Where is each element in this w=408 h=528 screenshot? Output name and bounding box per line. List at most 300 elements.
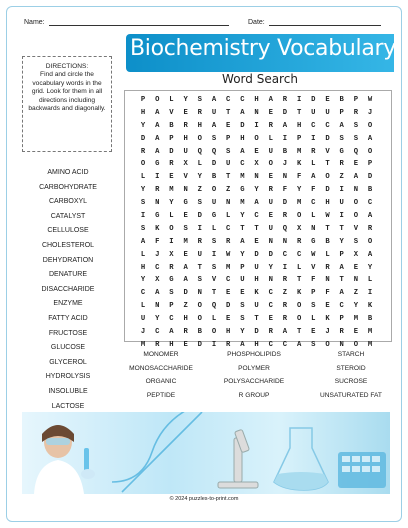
grid-letter[interactable]: A (282, 328, 288, 337)
grid-letter[interactable]: L (211, 224, 217, 233)
grid-letter[interactable]: W (325, 212, 330, 221)
grid-letter[interactable]: L (367, 276, 373, 285)
grid-letter[interactable]: N (353, 186, 359, 195)
grid-letter[interactable]: E (169, 173, 174, 182)
grid-letter[interactable]: H (240, 134, 245, 143)
grid-letter[interactable]: P (140, 96, 146, 104)
grid-letter[interactable]: T (339, 276, 344, 285)
grid-letter[interactable]: O (155, 96, 160, 104)
grid-letter[interactable]: N (353, 276, 359, 285)
grid-letter[interactable]: X (169, 250, 174, 259)
grid-letter[interactable]: C (240, 160, 245, 169)
grid-letter[interactable]: K (296, 160, 302, 169)
grid-letter[interactable]: M (183, 237, 188, 246)
grid-letter[interactable]: Y (268, 263, 273, 272)
grid-letter[interactable]: I (282, 134, 288, 143)
grid-letter[interactable]: A (211, 96, 217, 104)
grid-letter[interactable]: S (211, 134, 217, 143)
grid-letter[interactable]: A (296, 340, 302, 349)
grid-letter[interactable]: D (254, 328, 259, 337)
grid-letter[interactable]: T (211, 289, 217, 298)
grid-letter[interactable]: E (325, 96, 330, 104)
grid-letter[interactable]: A (240, 237, 245, 246)
grid-letter[interactable]: I (140, 212, 146, 221)
grid-letter[interactable]: Z (353, 289, 359, 298)
grid-letter[interactable]: O (367, 121, 373, 130)
grid-letter[interactable]: B (325, 237, 330, 246)
grid-letter[interactable]: E (183, 212, 188, 221)
grid-letter[interactable]: F (311, 276, 316, 285)
grid-letter[interactable]: L (311, 212, 316, 221)
grid-letter[interactable]: B (197, 328, 202, 337)
grid-letter[interactable]: U (339, 199, 344, 208)
grid-letter[interactable]: O (211, 186, 217, 195)
grid-letter[interactable]: E (325, 302, 330, 311)
grid-letter[interactable]: R (282, 315, 288, 324)
grid-letter[interactable]: T (254, 315, 259, 324)
grid-letter[interactable]: Y (254, 186, 259, 195)
grid-letter[interactable]: E (226, 315, 231, 324)
grid-letter[interactable]: U (226, 160, 231, 169)
grid-letter[interactable]: D (197, 340, 202, 349)
grid-letter[interactable]: C (282, 250, 288, 259)
grid-letter[interactable]: U (197, 250, 202, 259)
grid-letter[interactable]: M (353, 315, 359, 324)
grid-letter[interactable]: N (155, 199, 160, 208)
grid-letter[interactable]: I (155, 173, 160, 182)
grid-letter[interactable]: H (183, 134, 188, 143)
grid-letter[interactable]: E (254, 147, 259, 156)
grid-letter[interactable]: D (311, 96, 316, 104)
grid-letter[interactable]: A (155, 289, 160, 298)
grid-letter[interactable]: E (311, 328, 316, 337)
grid-letter[interactable]: T (296, 276, 302, 285)
grid-letter[interactable]: J (140, 328, 146, 337)
grid-letter[interactable]: I (296, 96, 302, 104)
grid-letter[interactable]: G (211, 212, 217, 221)
grid-letter[interactable]: R (311, 147, 316, 156)
grid-letter[interactable]: V (211, 276, 217, 285)
grid-letter[interactable]: D (140, 134, 146, 143)
name-field[interactable] (24, 18, 229, 26)
grid-letter[interactable]: C (226, 276, 231, 285)
grid-letter[interactable]: A (155, 134, 160, 143)
grid-letter[interactable]: I (197, 224, 202, 233)
grid-letter[interactable]: C (226, 96, 231, 104)
grid-letter[interactable]: F (325, 289, 330, 298)
grid-letter[interactable]: D (169, 147, 174, 156)
grid-letter[interactable]: F (296, 173, 302, 182)
grid-letter[interactable]: H (140, 108, 146, 117)
grid-letter[interactable]: O (197, 315, 202, 324)
grid-letter[interactable]: C (367, 199, 373, 208)
grid-letter[interactable]: R (282, 212, 288, 221)
grid-letter[interactable]: H (183, 315, 188, 324)
grid-letter[interactable]: E (226, 121, 231, 130)
grid-letter[interactable]: S (169, 289, 174, 298)
grid-letter[interactable]: A (367, 250, 373, 259)
grid-letter[interactable]: T (226, 173, 231, 182)
grid-letter[interactable]: M (240, 173, 245, 182)
grid-letter[interactable]: P (339, 250, 344, 259)
grid-letter[interactable]: L (169, 96, 174, 104)
grid-letter[interactable]: E (353, 263, 359, 272)
grid-letter[interactable]: A (240, 147, 245, 156)
grid-letter[interactable]: U (211, 199, 217, 208)
grid-letter[interactable]: Y (169, 199, 174, 208)
grid-letter[interactable]: E (353, 160, 359, 169)
grid-letter[interactable]: H (226, 328, 231, 337)
grid-letter[interactable]: G (240, 186, 245, 195)
grid-letter[interactable]: D (268, 250, 273, 259)
grid-letter[interactable]: I (254, 121, 259, 130)
grid-letter[interactable]: U (254, 302, 259, 311)
grid-letter[interactable]: I (282, 263, 288, 272)
grid-letter[interactable]: C (296, 250, 302, 259)
grid-letter[interactable]: L (311, 315, 316, 324)
grid-letter[interactable]: E (353, 328, 359, 337)
grid-letter[interactable]: R (183, 328, 188, 337)
grid-letter[interactable]: N (254, 108, 259, 117)
grid-letter[interactable]: L (268, 134, 273, 143)
grid-letter[interactable]: P (339, 108, 344, 117)
grid-letter[interactable]: O (325, 173, 330, 182)
grid-letter[interactable]: M (367, 328, 373, 337)
grid-letter[interactable]: J (325, 328, 330, 337)
grid-letter[interactable]: A (155, 121, 160, 130)
grid-letter[interactable]: S (140, 224, 146, 233)
grid-letter[interactable]: N (254, 173, 259, 182)
grid-letter[interactable]: D (226, 302, 231, 311)
grid-letter[interactable]: Y (183, 96, 188, 104)
grid-letter[interactable]: S (211, 237, 217, 246)
grid-letter[interactable]: Z (226, 186, 231, 195)
grid-letter[interactable]: H (169, 340, 174, 349)
grid-letter[interactable]: U (254, 263, 259, 272)
grid-letter[interactable]: T (325, 160, 330, 169)
grid-letter[interactable]: U (183, 147, 188, 156)
grid-letter[interactable]: B (169, 121, 174, 130)
grid-letter[interactable]: G (311, 237, 316, 246)
grid-letter[interactable]: O (367, 147, 373, 156)
grid-letter[interactable]: S (140, 199, 146, 208)
grid-letter[interactable]: U (325, 108, 330, 117)
grid-letter[interactable]: N (268, 237, 273, 246)
grid-letter[interactable]: H (254, 276, 259, 285)
grid-letter[interactable]: R (226, 340, 231, 349)
grid-letter[interactable]: W (226, 250, 231, 259)
grid-letter[interactable]: X (254, 160, 259, 169)
grid-letter[interactable]: C (311, 199, 316, 208)
grid-letter[interactable]: O (211, 328, 217, 337)
grid-letter[interactable]: W (367, 96, 373, 104)
grid-letter[interactable]: N (226, 199, 231, 208)
grid-letter[interactable]: S (311, 340, 316, 349)
grid-letter[interactable]: A (183, 276, 188, 285)
grid-letter[interactable]: Y (296, 186, 302, 195)
grid-letter[interactable]: Z (183, 302, 188, 311)
grid-letter[interactable]: N (325, 276, 330, 285)
grid-letter[interactable]: A (282, 121, 288, 130)
grid-letter[interactable]: L (140, 250, 146, 259)
grid-letter[interactable]: M (140, 340, 146, 349)
grid-letter[interactable]: W (311, 250, 316, 259)
grid-letter[interactable]: K (325, 315, 330, 324)
grid-letter[interactable]: Y (155, 315, 160, 324)
grid-letter[interactable]: D (240, 121, 245, 130)
grid-letter[interactable]: V (183, 173, 188, 182)
grid-letter[interactable]: C (282, 340, 288, 349)
grid-letter[interactable]: A (311, 173, 316, 182)
grid-letter[interactable]: S (353, 134, 359, 143)
grid-letter[interactable]: R (339, 328, 344, 337)
grid-letter[interactable]: C (140, 289, 146, 298)
grid-letter[interactable]: O (353, 199, 359, 208)
grid-letter[interactable]: L (211, 315, 217, 324)
grid-letter[interactable]: V (353, 224, 359, 233)
grid-letter[interactable]: D (325, 186, 330, 195)
grid-letter[interactable]: U (268, 224, 273, 233)
grid-letter[interactable]: N (155, 302, 160, 311)
grid-letter[interactable]: S (339, 134, 344, 143)
grid-letter[interactable]: G (155, 212, 160, 221)
grid-letter[interactable]: O (296, 315, 302, 324)
grid-letter[interactable]: S (353, 121, 359, 130)
grid-letter[interactable]: O (296, 302, 302, 311)
grid-letter[interactable]: S (240, 315, 245, 324)
grid-letter[interactable]: I (169, 237, 174, 246)
grid-letter[interactable]: N (197, 289, 202, 298)
grid-letter[interactable]: R (197, 237, 202, 246)
grid-letter[interactable]: A (339, 121, 344, 130)
grid-letter[interactable]: E (268, 173, 273, 182)
grid-letter[interactable]: S (197, 199, 202, 208)
grid-letter[interactable]: M (240, 199, 245, 208)
grid-letter[interactable]: E (226, 289, 231, 298)
grid-letter[interactable]: H (140, 263, 146, 272)
grid-letter[interactable]: U (211, 108, 217, 117)
grid-letter[interactable]: Y (240, 250, 245, 259)
grid-letter[interactable]: P (240, 263, 245, 272)
grid-letter[interactable]: C (254, 212, 259, 221)
grid-letter[interactable]: P (169, 302, 174, 311)
grid-letter[interactable]: C (268, 302, 273, 311)
grid-letter[interactable]: A (155, 147, 160, 156)
grid-letter[interactable]: T (240, 224, 245, 233)
grid-letter[interactable]: A (367, 212, 373, 221)
grid-letter[interactable]: Z (282, 289, 288, 298)
grid-letter[interactable]: L (325, 250, 330, 259)
grid-letter[interactable]: R (140, 147, 146, 156)
grid-letter[interactable]: P (339, 315, 344, 324)
grid-letter[interactable]: O (169, 224, 174, 233)
grid-letter[interactable]: R (169, 160, 174, 169)
grid-letter[interactable]: O (254, 134, 259, 143)
grid-letter[interactable]: J (282, 160, 288, 169)
grid-letter[interactable]: D (211, 160, 217, 169)
grid-letter[interactable]: C (311, 121, 316, 130)
grid-letter[interactable]: L (296, 263, 302, 272)
grid-letter[interactable]: H (296, 121, 302, 130)
grid-letter[interactable]: L (226, 212, 231, 221)
grid-letter[interactable]: Q (353, 147, 359, 156)
grid-letter[interactable]: F (282, 186, 288, 195)
grid-letter[interactable]: M (226, 263, 231, 272)
grid-letter[interactable]: G (155, 160, 160, 169)
grid-letter[interactable]: L (140, 173, 146, 182)
grid-letter[interactable]: Z (197, 186, 202, 195)
grid-letter[interactable]: T (197, 263, 202, 272)
grid-letter[interactable]: R (353, 108, 359, 117)
grid-letter[interactable]: D (367, 173, 373, 182)
grid-letter[interactable]: C (155, 263, 160, 272)
grid-letter[interactable]: H (197, 121, 202, 130)
grid-letter[interactable]: I (211, 340, 217, 349)
grid-letter[interactable]: R (282, 96, 288, 104)
grid-letter[interactable]: S (197, 276, 202, 285)
grid-letter[interactable]: D (254, 250, 259, 259)
grid-letter[interactable]: C (226, 224, 231, 233)
grid-letter[interactable]: Z (339, 173, 344, 182)
grid-letter[interactable]: M (169, 186, 174, 195)
grid-letter[interactable]: H (254, 340, 259, 349)
grid-letter[interactable]: D (282, 108, 288, 117)
name-line[interactable] (49, 18, 229, 26)
grid-letter[interactable]: G (183, 199, 188, 208)
grid-letter[interactable]: N (311, 224, 316, 233)
grid-letter[interactable]: R (155, 186, 160, 195)
grid-letter[interactable]: F (155, 237, 160, 246)
grid-letter[interactable]: S (197, 96, 202, 104)
grid-letter[interactable]: R (296, 237, 302, 246)
grid-letter[interactable]: L (311, 160, 316, 169)
grid-letter[interactable]: T (296, 108, 302, 117)
grid-letter[interactable]: Y (140, 121, 146, 130)
grid-letter[interactable]: N (282, 237, 288, 246)
grid-letter[interactable]: I (339, 186, 344, 195)
grid-letter[interactable]: C (240, 96, 245, 104)
grid-letter[interactable]: P (353, 96, 359, 104)
grid-letter[interactable]: Y (367, 263, 373, 272)
grid-letter[interactable]: H (254, 96, 259, 104)
grid-letter[interactable]: N (339, 340, 344, 349)
grid-letter[interactable]: O (353, 212, 359, 221)
grid-letter[interactable]: X (353, 250, 359, 259)
grid-letter[interactable]: E (183, 108, 188, 117)
grid-letter[interactable]: N (268, 276, 273, 285)
grid-letter[interactable]: Y (140, 186, 146, 195)
grid-letter[interactable]: E (268, 212, 273, 221)
grid-letter[interactable]: T (254, 224, 259, 233)
grid-letter[interactable]: A (240, 108, 245, 117)
grid-letter[interactable]: Y (197, 173, 202, 182)
grid-letter[interactable]: B (367, 315, 373, 324)
grid-letter[interactable]: S (311, 302, 316, 311)
grid-letter[interactable]: D (325, 134, 330, 143)
grid-letter[interactable]: R (197, 108, 202, 117)
grid-letter[interactable]: R (268, 328, 273, 337)
grid-letter[interactable]: Y (240, 328, 245, 337)
grid-letter[interactable]: O (268, 160, 273, 169)
grid-letter[interactable]: E (268, 108, 273, 117)
grid-letter[interactable]: V (311, 263, 316, 272)
grid-letter[interactable]: R (282, 276, 288, 285)
grid-letter[interactable]: V (169, 108, 174, 117)
grid-letter[interactable]: R (339, 160, 344, 169)
grid-letter[interactable]: T (226, 108, 231, 117)
grid-letter[interactable]: S (183, 224, 188, 233)
grid-letter[interactable]: G (169, 276, 174, 285)
grid-letter[interactable]: Q (211, 147, 217, 156)
grid-letter[interactable]: O (197, 302, 202, 311)
grid-letter[interactable]: C (155, 328, 160, 337)
grid-letter[interactable]: P (311, 289, 316, 298)
grid-letter[interactable]: F (311, 186, 316, 195)
grid-letter[interactable]: D (282, 199, 288, 208)
grid-letter[interactable]: D (183, 289, 188, 298)
grid-letter[interactable]: Q (282, 224, 288, 233)
grid-letter[interactable]: R (325, 263, 330, 272)
grid-letter[interactable]: U (311, 108, 316, 117)
grid-letter[interactable]: Y (353, 302, 359, 311)
grid-letter[interactable]: X (296, 224, 302, 233)
grid-letter[interactable]: P (169, 134, 174, 143)
grid-letter[interactable]: A (169, 328, 174, 337)
grid-letter[interactable]: A (268, 96, 273, 104)
grid-letter[interactable]: Y (140, 276, 146, 285)
grid-letter[interactable]: J (155, 250, 160, 259)
grid-letter[interactable]: I (211, 250, 217, 259)
grid-letter[interactable]: T (325, 224, 330, 233)
grid-letter[interactable]: X (155, 276, 160, 285)
grid-letter[interactable]: V (325, 147, 330, 156)
grid-letter[interactable]: M (296, 199, 302, 208)
grid-letter[interactable]: Y (240, 212, 245, 221)
grid-letter[interactable]: Y (339, 237, 344, 246)
grid-letter[interactable]: C (268, 340, 273, 349)
grid-letter[interactable]: K (296, 289, 302, 298)
grid-letter[interactable]: K (367, 302, 373, 311)
grid-letter[interactable]: O (296, 212, 302, 221)
grid-letter[interactable]: A (155, 108, 160, 117)
grid-letter[interactable]: U (240, 276, 245, 285)
grid-letter[interactable]: D (197, 212, 202, 221)
grid-letter[interactable]: C (169, 315, 174, 324)
grid-letter[interactable]: C (268, 289, 273, 298)
word-search-grid[interactable] (136, 94, 377, 352)
grid-letter[interactable]: A (140, 237, 146, 246)
grid-letter[interactable]: R (367, 224, 373, 233)
grid-letter[interactable]: U (268, 147, 273, 156)
grid-letter[interactable]: A (339, 289, 344, 298)
grid-letter[interactable]: S (240, 302, 245, 311)
grid-letter[interactable]: C (339, 302, 344, 311)
grid-letter[interactable]: L (169, 212, 174, 221)
grid-letter[interactable]: O (140, 160, 146, 169)
grid-letter[interactable]: M (367, 340, 373, 349)
grid-letter[interactable]: A (183, 263, 188, 272)
grid-letter[interactable]: I (367, 289, 373, 298)
grid-letter[interactable]: K (254, 289, 259, 298)
grid-letter[interactable]: O (197, 134, 202, 143)
grid-letter[interactable]: A (339, 263, 344, 272)
grid-letter[interactable]: T (296, 328, 302, 337)
grid-letter[interactable]: R (226, 237, 231, 246)
grid-letter[interactable]: P (367, 160, 373, 169)
grid-letter[interactable]: A (353, 173, 359, 182)
grid-letter[interactable]: R (169, 263, 174, 272)
grid-letter[interactable]: B (282, 147, 288, 156)
